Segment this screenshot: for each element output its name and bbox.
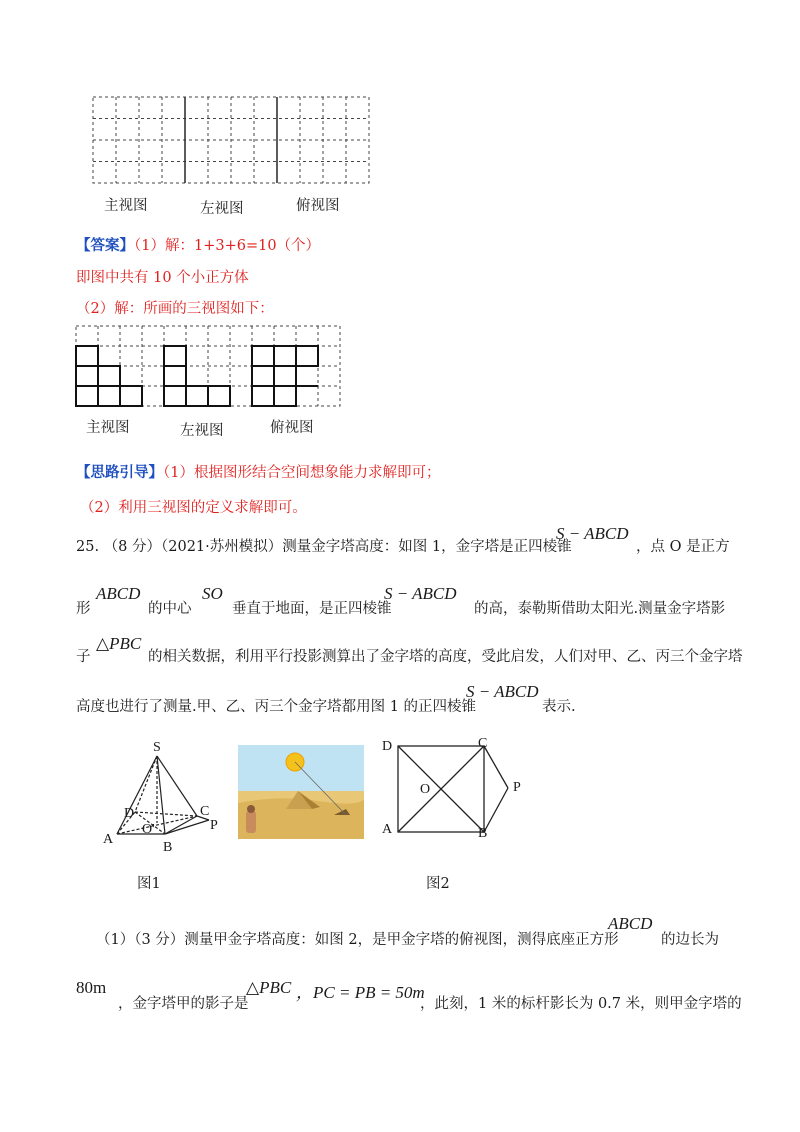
q25-math-5: △PBC [96,634,142,653]
q25-text-4b: 表示. [542,699,576,715]
q25-math-3: SO [202,584,223,603]
fig2-label-b: B [478,826,488,841]
answer-line-3: （2）解：所画的三视图如下： [76,301,274,317]
desert-pyramid-illustration[interactable] [238,745,364,839]
caption-front-view-2: 主视图 [86,420,130,436]
fig1-label-d: D [124,806,135,821]
three-view-grid-solution [76,326,356,411]
fig2-label-d: D [382,739,393,754]
sub1-text-a: （1）（3 分）测量甲金字塔高度：如图 2，是甲金字塔的俯视图，测得底座正方形 [96,932,619,948]
q25-text-2b: 的中心 [148,601,192,617]
q25-text-2d: 的高，泰勒斯借助太阳光.测量金字塔影 [474,601,726,617]
fig2-label-p: P [513,780,521,795]
q25-text-1b: ，点 O 是正方 [636,539,730,555]
hint-line-1 [76,461,440,482]
fig1-caption: 图1 [137,876,161,892]
sub1-math-3: △PBC [246,978,292,997]
caption-left-view-2: 左视图 [180,423,224,439]
sub1-math-2: 80m [76,978,107,997]
answer-part-1: （1）解：1+3+6=10（个） [134,238,321,254]
sub1-text-b: 的边长为 [661,932,719,948]
sub1-math-1: ABCD [608,914,653,933]
fig1-label-p: P [210,818,218,833]
q25-text-4a: 高度也进行了测量.甲、乙、丙三个金字塔都用图 1 的正四棱锥 [76,699,477,715]
fig2-label-c: C [478,736,488,751]
q25-text-3a: 子 [76,649,91,665]
three-view-grid-blank [93,97,373,187]
answer-line-1 [76,234,320,255]
fig1-label-s: S [153,740,161,755]
figure-1-pyramid [105,748,225,848]
caption-top-view: 俯视图 [296,198,340,214]
q25-text-1a: 25. （8 分）（2021·苏州模拟）测量金字塔高度：如图 1，金字塔是正四棱锥 [76,539,572,555]
fig2-label-o: O [420,782,431,797]
fig1-label-b: B [163,840,173,855]
figure-2-top-view [394,742,524,842]
fig1-label-a: A [103,832,114,847]
hint-line-2: （2）利用三视图的定义求解即可。 [80,500,307,516]
q25-line-1 [76,535,572,556]
hint-part-1: （1）根据图形结合空间想象能力求解即可； [163,465,441,481]
fig2-label-a: A [382,822,393,837]
fig2-caption: 图2 [426,876,450,892]
q25-math-4: S − ABCD [384,584,457,603]
sub1-text-d: ，此刻，1 米的标杆影长为 0.7 米，则甲金字塔的 [420,996,742,1012]
answer-tag: 【答案】 [76,237,134,254]
sub1-math-4: ，PC = PB = 50m [296,983,425,1002]
hint-tag: 【思路引导】 [76,464,163,481]
fig1-label-o-prime: O' [142,822,155,837]
sub1-text-c: ，金字塔甲的影子是 [118,996,249,1012]
q25-math-1: S − ABCD [556,524,629,543]
answer-line-2: 即图中共有 10 个小正方体 [76,270,249,286]
q25-math-6: S − ABCD [466,682,539,701]
caption-front-view: 主视图 [104,198,148,214]
q25-text-2c: 垂直于地面，是正四棱锥 [232,601,392,617]
q25-text-3b: 的相关数据，利用平行投影测算出了金字塔的高度，受此启发，人们对甲、乙、丙三个金字塔 [148,649,743,665]
q25-text-2a: 形 [76,601,91,617]
fig1-label-c: C [200,804,210,819]
caption-top-view-2: 俯视图 [270,420,314,436]
q25-math-2: ABCD [96,584,141,603]
caption-left-view: 左视图 [200,201,244,217]
